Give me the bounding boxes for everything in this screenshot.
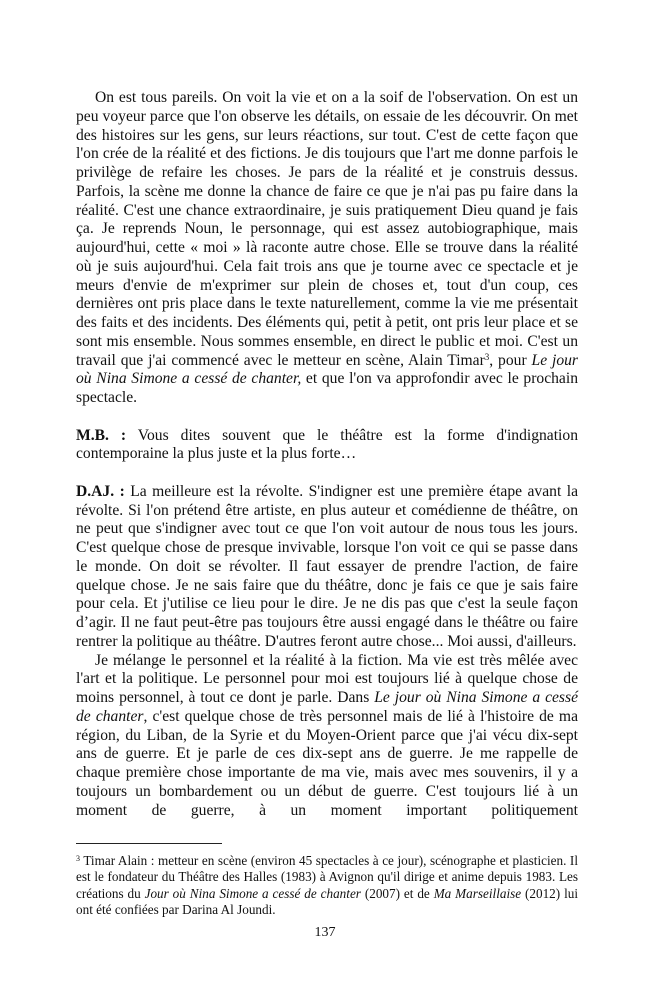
page-number: 137 xyxy=(314,925,336,940)
paragraph-text: et que l'on va approfondir avec le prochain spectacle. xyxy=(76,370,578,406)
paragraph-text: Je mélange le personnel et la réalité à la fiction. Ma vie est très mêlée avec l'art et la politique. Le personnel pour moi est toujours lié à quelque chose de moins personnel, à tout ce dont je parle. Dans xyxy=(76,651,578,706)
paragraph xyxy=(76,652,578,821)
interview-question xyxy=(76,427,578,465)
question-text: Vous dites souvent que le théâtre est la forme d'indignation contemporaine la plus juste et la plus forte… xyxy=(76,426,578,463)
footnote-text: (2007) et de xyxy=(360,885,434,901)
paragraph-text: , pour xyxy=(489,351,532,369)
footnote-reference[interactable]: 3 xyxy=(484,351,490,362)
work-title: Jour où Nina Simone a cessé de chanter xyxy=(144,885,361,901)
work-title: Le jour où Nina Simone a cessé de chanter xyxy=(76,689,578,725)
paragraph-text: On est tous pareils. On voit la vie et on a la soif de l'observation. On est un peu voyeur parce que l'on observe les détails, on essaie de les découvrir. On met des histoires sur les gens, sur leurs réactions, sur tout. C'est de cette façon que l'on crée de la réalité et des fictions. Je dis toujours que l'art me donne parfois le privilège de refaire les choses. Je pars de la réalité et je construis dessus. Parfois, la scène me donne la chance de faire ce que je n'ai pas pu faire dans la réalité. C'est une chance extraordinaire, je suis pratiquement Dieu quand je fais ça. Je reprends Noun, le personnage, qui est assez autobiographique, mais aujourd'hui, cette « moi » là raconte autre chose. Elle se trouve dans la réalité où je suis aujourd'hui. Cela fait trois ans que je tourne avec ce spectacle et je meurs d'envie de m'exprimer sur plein de choses et, tout d'un coup, ces dernières ont pris place dans le texte naturellement, comme la vie me présentait des faits et des incidents. Des éléments qui, petit à petit, ont pris leur place et se sont mis ensemble. Nous sommes ensemble, en direct le public et moi. C'est un travail que j'ai commencé avec le metteur en scène, Alain Timar xyxy=(76,89,578,369)
footnote-separator xyxy=(76,843,222,844)
work-title: Le jour où Nina Simone a cessé de chanter, xyxy=(76,351,578,388)
footnote-text: (2012) lui ont été confiées par Darina Al Joundi. xyxy=(76,885,578,918)
page-body xyxy=(76,89,578,820)
paragraph xyxy=(76,89,578,408)
answer-text: La meilleure est la révolte. S'indigner est une première étape avant la révolte. Si l'on prétend être artiste, en plus auteur et comédienne de théâtre, on ne peut que s'indigner avec tout ce que l'on voit autour de nous tous les jours. C'est quelque chose de presque invivable, lorsque l'on voit ce qui se passe dans le monde. On doit se révolter. Il faut essayer de prendre l'action, de faire quelque chose. Je ne sais faire que du théâtre, donc je fais ce que je sais faire pour cela. Et j'utilise ce lieu pour le dire. Je ne dis pas que c'est la seule façon d’agir. Il ne faut peut-être pas toujours être aussi engagé dans le théâtre ou faire rentrer la politique au théâtre. D'autres feront autre chose... Moi aussi, d'ailleurs. xyxy=(76,482,578,650)
footnote xyxy=(76,853,578,919)
speaker-label: M.B. : xyxy=(76,426,127,444)
paragraph-text: , c'est quelque chose de très personnel mais de lié à l'histoire de ma région, du Liban, de la Syrie et du Moyen-Orient parce que j'ai vécu dix-sept ans de guerre. Et je parle de ces dix-sept ans de guerre. Je me rappelle de chaque première chose importante de ma vie, mais avec mes souvenirs, il y a toujours un bombardement ou un début de guerre. C'est toujours lié à un moment de guerre, à un moment important politiquement xyxy=(76,707,578,819)
footnote-number: 3 xyxy=(76,854,80,863)
interview-answer xyxy=(76,483,578,652)
work-title: Ma Marseillaise xyxy=(433,885,522,901)
footnote-text: Timar Alain : metteur en scène (environ 45 spectacles à ce jour), scénographe et plasticien. Il est le fondateur du Théâtre des Halles (1983) à Avignon qu'il dirige et anime depuis 1983. Les créations du xyxy=(76,853,578,901)
speaker-label: D.AJ. : xyxy=(76,482,125,500)
